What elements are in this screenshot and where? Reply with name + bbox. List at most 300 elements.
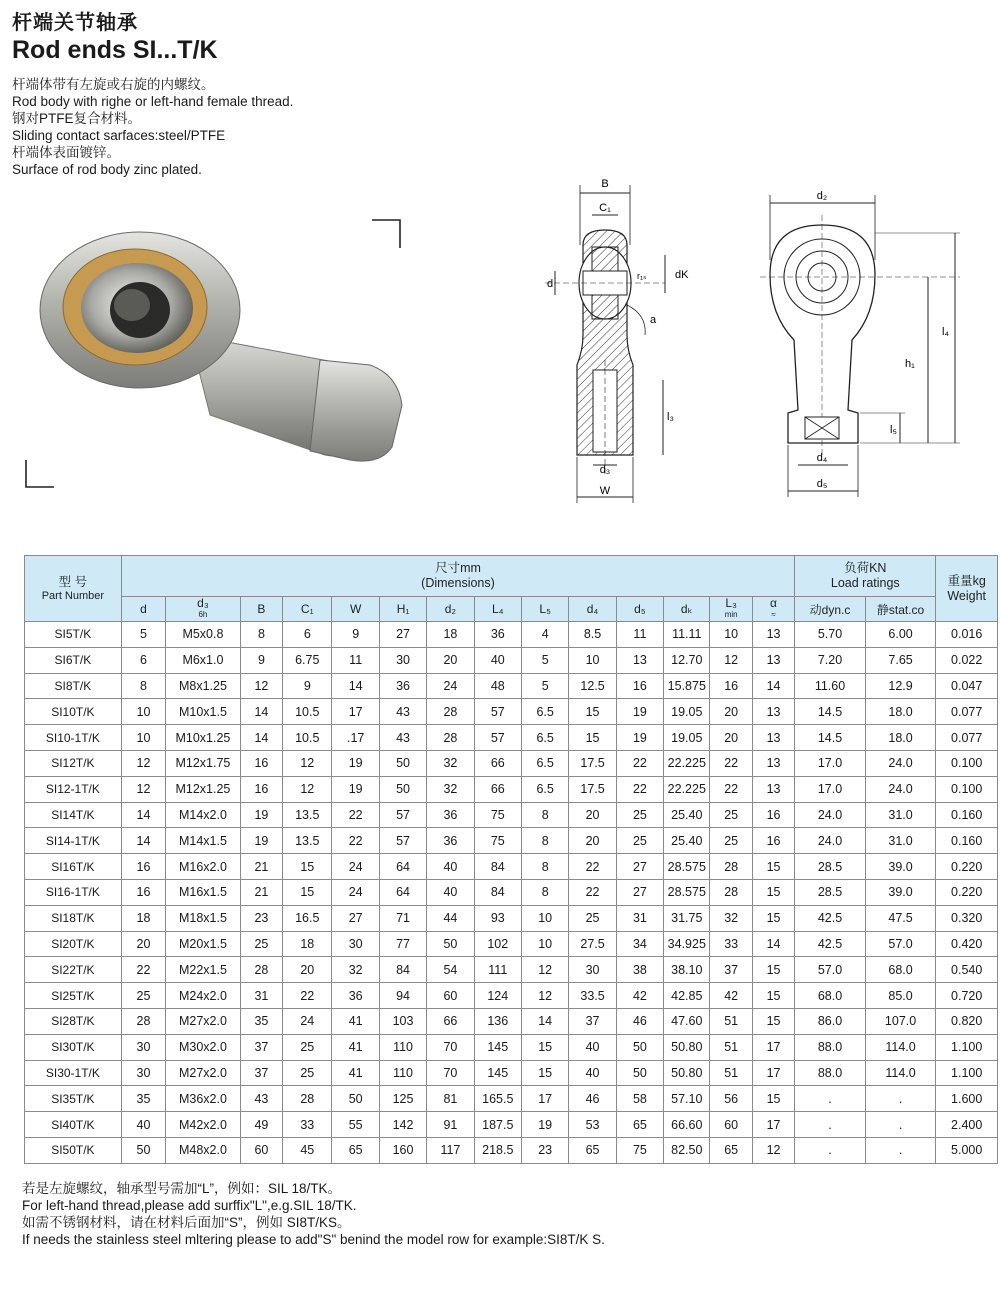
table-cell: 5.000 bbox=[936, 1137, 998, 1163]
table-cell: 25 bbox=[283, 1034, 332, 1060]
table-cell: 25 bbox=[121, 983, 165, 1009]
table-cell: 12 bbox=[521, 957, 568, 983]
table-cell: 21 bbox=[240, 854, 282, 880]
table-cell: 70 bbox=[427, 1060, 474, 1086]
dim-label-W: W bbox=[599, 485, 611, 497]
table-row bbox=[25, 905, 998, 931]
table-cell: 49 bbox=[240, 1112, 282, 1138]
table-cell: 110 bbox=[379, 1060, 426, 1086]
table-cell: 60 bbox=[710, 1112, 752, 1138]
table-cell: 37 bbox=[240, 1060, 282, 1086]
table-cell: 15 bbox=[752, 983, 794, 1009]
table-cell: 19.05 bbox=[664, 699, 710, 725]
table-cell: 68.0 bbox=[865, 957, 936, 983]
table-cell: 51 bbox=[710, 1008, 752, 1034]
table-cell: 68.0 bbox=[795, 983, 866, 1009]
table-cell: 11.60 bbox=[795, 673, 866, 699]
table-cell: 45 bbox=[283, 1137, 332, 1163]
table-cell: 11.11 bbox=[664, 622, 710, 648]
table-cell: 50 bbox=[427, 931, 474, 957]
table-cell: 9 bbox=[332, 622, 379, 648]
page-title-cn: 杆端关节轴承 bbox=[12, 10, 138, 34]
notes bbox=[22, 1180, 605, 1248]
table-cell: 65 bbox=[569, 1137, 616, 1163]
col-header: W bbox=[332, 597, 379, 622]
dim-label-d4: d₄ bbox=[816, 452, 828, 464]
part-number-cell: SI16T/K bbox=[25, 854, 122, 880]
table-cell: 15 bbox=[569, 699, 616, 725]
table-cell: 22 bbox=[332, 828, 379, 854]
table-cell: 10.5 bbox=[283, 699, 332, 725]
table-cell: 34 bbox=[616, 931, 663, 957]
table-cell: 14 bbox=[121, 828, 165, 854]
table-cell: 37 bbox=[710, 957, 752, 983]
table-cell: 25 bbox=[616, 828, 663, 854]
table-row bbox=[25, 983, 998, 1009]
table-cell: 15 bbox=[569, 725, 616, 751]
table-cell: 12 bbox=[121, 776, 165, 802]
table-cell: 32 bbox=[332, 957, 379, 983]
table-cell: 0.720 bbox=[936, 983, 998, 1009]
table-cell: 22 bbox=[569, 854, 616, 880]
table-cell: 28 bbox=[427, 699, 474, 725]
table-cell: M6x1.0 bbox=[166, 647, 241, 673]
table-cell: 48 bbox=[474, 673, 521, 699]
table-cell: M16x1.5 bbox=[166, 879, 241, 905]
table-cell: 75 bbox=[474, 828, 521, 854]
table-cell: 66.60 bbox=[664, 1112, 710, 1138]
table-cell: 10 bbox=[121, 699, 165, 725]
dim-label-l4: l₄ bbox=[942, 326, 949, 338]
table-cell: 10 bbox=[521, 931, 568, 957]
table-cell: 12.9 bbox=[865, 673, 936, 699]
part-number-cell: SI30-1T/K bbox=[25, 1060, 122, 1086]
table-cell: 31.0 bbox=[865, 828, 936, 854]
table-cell: 22.225 bbox=[664, 776, 710, 802]
table-cell: 66 bbox=[427, 1008, 474, 1034]
table-row bbox=[25, 647, 998, 673]
table-cell: M20x1.5 bbox=[166, 931, 241, 957]
table-cell: 6 bbox=[283, 622, 332, 648]
table-cell: 25 bbox=[569, 905, 616, 931]
col-header-alpha-sub: ≈ bbox=[771, 610, 776, 619]
table-cell: M10x1.5 bbox=[166, 699, 241, 725]
part-number-cell: SI16-1T/K bbox=[25, 879, 122, 905]
table-cell: 19 bbox=[332, 776, 379, 802]
table-cell: 0.220 bbox=[936, 879, 998, 905]
table-cell: 19 bbox=[616, 725, 663, 751]
table-cell: 10 bbox=[521, 905, 568, 931]
table-cell: 19 bbox=[240, 828, 282, 854]
table-cell: 28 bbox=[710, 879, 752, 905]
section-diagram bbox=[535, 175, 705, 505]
table-cell: 19 bbox=[332, 750, 379, 776]
table-row bbox=[25, 957, 998, 983]
table-cell: 39.0 bbox=[865, 879, 936, 905]
col-header-L3-sub: min bbox=[724, 610, 738, 619]
table-cell: . bbox=[865, 1112, 936, 1138]
col-header-d3-sub: 6h bbox=[198, 610, 208, 619]
part-number-cell: SI18T/K bbox=[25, 905, 122, 931]
table-cell: 14 bbox=[752, 931, 794, 957]
table-cell: 0.100 bbox=[936, 750, 998, 776]
table-cell: 40 bbox=[427, 879, 474, 905]
table-cell: 33 bbox=[283, 1112, 332, 1138]
table-cell: 53 bbox=[569, 1112, 616, 1138]
part-number-cell: SI14T/K bbox=[25, 802, 122, 828]
table-cell: 15 bbox=[752, 905, 794, 931]
table-cell: 103 bbox=[379, 1008, 426, 1034]
table-cell: 15 bbox=[752, 1086, 794, 1112]
part-number-cell: SI30T/K bbox=[25, 1034, 122, 1060]
table-cell: 30 bbox=[379, 647, 426, 673]
table-cell: 124 bbox=[474, 983, 521, 1009]
table-cell: 16 bbox=[752, 828, 794, 854]
table-row bbox=[25, 699, 998, 725]
description-line: 杆端体表面镀锌。 bbox=[12, 145, 120, 160]
table-cell: 36 bbox=[474, 622, 521, 648]
dims-header-cn: 尺寸mm bbox=[435, 561, 481, 575]
table-cell: 30 bbox=[569, 957, 616, 983]
table-cell: 42.85 bbox=[664, 983, 710, 1009]
note-line: 如需不锈钢材料，请在材料后面加“S”，例如 SI8T/KS。 bbox=[22, 1215, 351, 1230]
col-header: 静stat.co bbox=[865, 597, 936, 622]
part-number-cell: SI12T/K bbox=[25, 750, 122, 776]
table-cell: 8 bbox=[521, 854, 568, 880]
table-cell: 39.0 bbox=[865, 854, 936, 880]
table-cell: 1.100 bbox=[936, 1060, 998, 1086]
table-cell: 10 bbox=[569, 647, 616, 673]
table-cell: 38.10 bbox=[664, 957, 710, 983]
table-cell: M36x2.0 bbox=[166, 1086, 241, 1112]
table-cell: 10.5 bbox=[283, 725, 332, 751]
spec-table-body bbox=[25, 622, 998, 1164]
table-cell: 15 bbox=[752, 957, 794, 983]
dimensions-header bbox=[121, 556, 794, 597]
table-cell: 142 bbox=[379, 1112, 426, 1138]
table-cell: . bbox=[795, 1086, 866, 1112]
table-cell: 187.5 bbox=[474, 1112, 521, 1138]
table-cell: 18 bbox=[427, 622, 474, 648]
table-cell: 20 bbox=[121, 931, 165, 957]
table-cell: 15 bbox=[521, 1034, 568, 1060]
dim-label-d3: d₃ bbox=[599, 464, 611, 476]
table-cell: 50.80 bbox=[664, 1060, 710, 1086]
table-cell: 22 bbox=[332, 802, 379, 828]
table-cell: 11 bbox=[332, 647, 379, 673]
table-cell: 15 bbox=[283, 879, 332, 905]
part-number-cell: SI40T/K bbox=[25, 1112, 122, 1138]
table-row bbox=[25, 750, 998, 776]
table-cell: 84 bbox=[474, 854, 521, 880]
table-cell: 41 bbox=[332, 1008, 379, 1034]
table-cell: 22 bbox=[710, 750, 752, 776]
part-number-cell: SI10-1T/K bbox=[25, 725, 122, 751]
table-cell: 88.0 bbox=[795, 1034, 866, 1060]
table-cell: 88.0 bbox=[795, 1060, 866, 1086]
table-cell: 25.40 bbox=[664, 828, 710, 854]
table-cell: 24.0 bbox=[795, 802, 866, 828]
table-cell: 60 bbox=[427, 983, 474, 1009]
table-cell: 1.100 bbox=[936, 1034, 998, 1060]
table-cell: 24.0 bbox=[865, 750, 936, 776]
table-cell: 42.5 bbox=[795, 905, 866, 931]
table-cell: 44 bbox=[427, 905, 474, 931]
table-cell: 17 bbox=[332, 699, 379, 725]
table-cell: 12.5 bbox=[569, 673, 616, 699]
table-cell: 65 bbox=[332, 1137, 379, 1163]
part-number-cell: SI50T/K bbox=[25, 1137, 122, 1163]
table-cell: 25 bbox=[283, 1060, 332, 1086]
table-cell: 5 bbox=[121, 622, 165, 648]
dim-label-h1: h₁ bbox=[905, 358, 915, 370]
part-header-cn: 型 号 bbox=[58, 575, 88, 589]
table-cell: 12 bbox=[752, 1137, 794, 1163]
table-cell: 13.5 bbox=[283, 828, 332, 854]
table-cell: 12 bbox=[283, 776, 332, 802]
table-cell: 13 bbox=[616, 647, 663, 673]
table-cell: 31.75 bbox=[664, 905, 710, 931]
table-cell: M22x1.5 bbox=[166, 957, 241, 983]
table-row bbox=[25, 673, 998, 699]
table-cell: 14 bbox=[752, 673, 794, 699]
table-cell: 43 bbox=[240, 1086, 282, 1112]
table-row bbox=[25, 802, 998, 828]
table-cell: 16 bbox=[121, 854, 165, 880]
table-cell: 42.5 bbox=[795, 931, 866, 957]
col-header: C₁ bbox=[283, 597, 332, 622]
table-cell: 28 bbox=[240, 957, 282, 983]
col-header bbox=[752, 597, 794, 622]
table-cell: 0.160 bbox=[936, 802, 998, 828]
table-cell: 28 bbox=[283, 1086, 332, 1112]
table-cell: 18 bbox=[283, 931, 332, 957]
load-header-cn: 负荷KN bbox=[844, 561, 887, 575]
table-cell: 57.10 bbox=[664, 1086, 710, 1112]
table-cell: 114.0 bbox=[865, 1060, 936, 1086]
table-cell: 145 bbox=[474, 1034, 521, 1060]
table-cell: 218.5 bbox=[474, 1137, 521, 1163]
col-header: d bbox=[121, 597, 165, 622]
table-cell: 75 bbox=[474, 802, 521, 828]
table-cell: 66 bbox=[474, 776, 521, 802]
table-row bbox=[25, 725, 998, 751]
table-cell: 86.0 bbox=[795, 1008, 866, 1034]
table-cell: 23 bbox=[521, 1137, 568, 1163]
dim-label-a: a bbox=[650, 314, 657, 326]
table-cell: 8 bbox=[521, 879, 568, 905]
col-header: 动dyn.c bbox=[795, 597, 866, 622]
part-number-cell: SI5T/K bbox=[25, 622, 122, 648]
table-cell: 27 bbox=[379, 622, 426, 648]
table-cell: 0.047 bbox=[936, 673, 998, 699]
table-cell: 94 bbox=[379, 983, 426, 1009]
table-cell: 4 bbox=[521, 622, 568, 648]
table-cell: 41 bbox=[332, 1060, 379, 1086]
table-cell: 50 bbox=[616, 1060, 663, 1086]
table-cell: 57 bbox=[474, 725, 521, 751]
description-line: 钢对PTFE复合材料。 bbox=[12, 111, 142, 126]
table-cell: 13 bbox=[752, 750, 794, 776]
table-cell: 30 bbox=[332, 931, 379, 957]
table-cell: 27.5 bbox=[569, 931, 616, 957]
table-cell: 30 bbox=[121, 1060, 165, 1086]
table-cell: 84 bbox=[379, 957, 426, 983]
table-cell: 43 bbox=[379, 699, 426, 725]
table-cell: 22 bbox=[283, 983, 332, 1009]
table-cell: 20 bbox=[569, 828, 616, 854]
dim-label-l5: l₅ bbox=[890, 424, 897, 436]
dim-label-l3: l₃ bbox=[667, 411, 674, 423]
table-cell: 24 bbox=[332, 854, 379, 880]
table-cell: 160 bbox=[379, 1137, 426, 1163]
table-cell: 82.50 bbox=[664, 1137, 710, 1163]
table-cell: 13 bbox=[752, 622, 794, 648]
table-cell: 60 bbox=[240, 1137, 282, 1163]
table-cell: 20 bbox=[710, 699, 752, 725]
table-cell: 16 bbox=[616, 673, 663, 699]
rod-end-photo bbox=[20, 215, 410, 495]
table-cell: 38 bbox=[616, 957, 663, 983]
table-cell: 1.600 bbox=[936, 1086, 998, 1112]
table-cell: 42 bbox=[710, 983, 752, 1009]
table-cell: 25.40 bbox=[664, 802, 710, 828]
table-cell: 55 bbox=[332, 1112, 379, 1138]
table-cell: 14 bbox=[240, 725, 282, 751]
table-row bbox=[25, 828, 998, 854]
table-cell: 46 bbox=[569, 1086, 616, 1112]
table-cell: 30 bbox=[121, 1034, 165, 1060]
dim-label-B: B bbox=[601, 178, 609, 190]
table-cell: 8 bbox=[521, 802, 568, 828]
page-title-en: Rod ends SI...T/K bbox=[12, 36, 218, 64]
dim-label-d2: d₂ bbox=[816, 190, 828, 202]
table-cell: 9 bbox=[283, 673, 332, 699]
table-cell: 27 bbox=[332, 905, 379, 931]
table-cell: 6.5 bbox=[521, 699, 568, 725]
table-cell: 0.540 bbox=[936, 957, 998, 983]
table-cell: M30x2.0 bbox=[166, 1034, 241, 1060]
table-cell: 75 bbox=[616, 1137, 663, 1163]
table-cell: 5.70 bbox=[795, 622, 866, 648]
col-header: H₁ bbox=[379, 597, 426, 622]
part-number-cell: SI25T/K bbox=[25, 983, 122, 1009]
table-row bbox=[25, 854, 998, 880]
table-cell: 12 bbox=[521, 983, 568, 1009]
table-cell: 0.320 bbox=[936, 905, 998, 931]
table-cell: 36 bbox=[427, 802, 474, 828]
table-cell: 37 bbox=[569, 1008, 616, 1034]
table-row bbox=[25, 879, 998, 905]
table-row bbox=[25, 622, 998, 648]
col-header: d₅ bbox=[616, 597, 663, 622]
table-cell: 32 bbox=[710, 905, 752, 931]
table-cell: 22 bbox=[710, 776, 752, 802]
weight-header-en: Weight bbox=[947, 588, 987, 603]
table-cell: 31 bbox=[616, 905, 663, 931]
table-cell: 57 bbox=[379, 802, 426, 828]
table-cell: 20 bbox=[427, 647, 474, 673]
table-cell: 17 bbox=[752, 1060, 794, 1086]
table-cell: 31 bbox=[240, 983, 282, 1009]
table-cell: 136 bbox=[474, 1008, 521, 1034]
table-cell: 5 bbox=[521, 673, 568, 699]
table-cell: 17 bbox=[752, 1034, 794, 1060]
table-cell: 31.0 bbox=[865, 802, 936, 828]
table-cell: 12 bbox=[121, 750, 165, 776]
dim-label-C1: C₁ bbox=[599, 202, 611, 214]
table-cell: 10 bbox=[121, 725, 165, 751]
table-cell: 77 bbox=[379, 931, 426, 957]
table-cell: 28.575 bbox=[664, 854, 710, 880]
table-cell: 16 bbox=[240, 776, 282, 802]
table-cell: 15 bbox=[752, 879, 794, 905]
table-cell: M27x2.0 bbox=[166, 1060, 241, 1086]
table-cell: 65 bbox=[710, 1137, 752, 1163]
dim-label-r1s: r₁ₛ bbox=[637, 271, 647, 281]
table-cell: M24x2.0 bbox=[166, 983, 241, 1009]
table-cell: 56 bbox=[710, 1086, 752, 1112]
col-header: L₄ bbox=[474, 597, 521, 622]
table-cell: 6.00 bbox=[865, 622, 936, 648]
spec-table bbox=[24, 555, 998, 1164]
table-cell: M12x1.75 bbox=[166, 750, 241, 776]
part-header-en: Part Number bbox=[41, 590, 105, 602]
table-row bbox=[25, 1060, 998, 1086]
table-cell: 40 bbox=[121, 1112, 165, 1138]
note-line: 若是左旋螺纹，轴承型号需加“L”，例如：SIL 18/TK。 bbox=[22, 1181, 342, 1196]
table-row bbox=[25, 776, 998, 802]
table-cell: 50 bbox=[379, 776, 426, 802]
table-cell: 15 bbox=[283, 854, 332, 880]
table-cell: 6 bbox=[121, 647, 165, 673]
table-cell: 28 bbox=[121, 1008, 165, 1034]
table-cell: 13 bbox=[752, 725, 794, 751]
table-cell: 13 bbox=[752, 699, 794, 725]
table-cell: 14 bbox=[332, 673, 379, 699]
table-cell: 28.5 bbox=[795, 879, 866, 905]
table-cell: 12.70 bbox=[664, 647, 710, 673]
table-cell: 57 bbox=[474, 699, 521, 725]
table-cell: 22 bbox=[616, 776, 663, 802]
corner-bracket-bottom bbox=[26, 460, 54, 487]
table-cell: 32 bbox=[427, 750, 474, 776]
col-header: dₖ bbox=[664, 597, 710, 622]
col-header-alpha: α bbox=[770, 596, 777, 610]
table-cell: 18.0 bbox=[865, 699, 936, 725]
table-cell: 6.5 bbox=[521, 776, 568, 802]
note-line: If needs the stainless steel mltering please to add"S" benind the model row for example:SI8T/K S. bbox=[22, 1232, 605, 1247]
col-header: B bbox=[240, 597, 282, 622]
table-cell: 12 bbox=[710, 647, 752, 673]
table-cell: 15 bbox=[521, 1060, 568, 1086]
table-cell: 54 bbox=[427, 957, 474, 983]
table-cell: 0.420 bbox=[936, 931, 998, 957]
table-cell: 33.5 bbox=[569, 983, 616, 1009]
table-cell: 6.75 bbox=[283, 647, 332, 673]
col-header-d3: d₃ bbox=[197, 596, 209, 610]
table-cell: 8 bbox=[121, 673, 165, 699]
table-row bbox=[25, 1112, 998, 1138]
table-cell: 107.0 bbox=[865, 1008, 936, 1034]
table-cell: 28.575 bbox=[664, 879, 710, 905]
table-cell: 51 bbox=[710, 1060, 752, 1086]
table-cell: 42 bbox=[616, 983, 663, 1009]
table-cell: 41 bbox=[332, 1034, 379, 1060]
table-cell: 0.016 bbox=[936, 622, 998, 648]
col-header bbox=[710, 597, 752, 622]
table-cell: 114.0 bbox=[865, 1034, 936, 1060]
